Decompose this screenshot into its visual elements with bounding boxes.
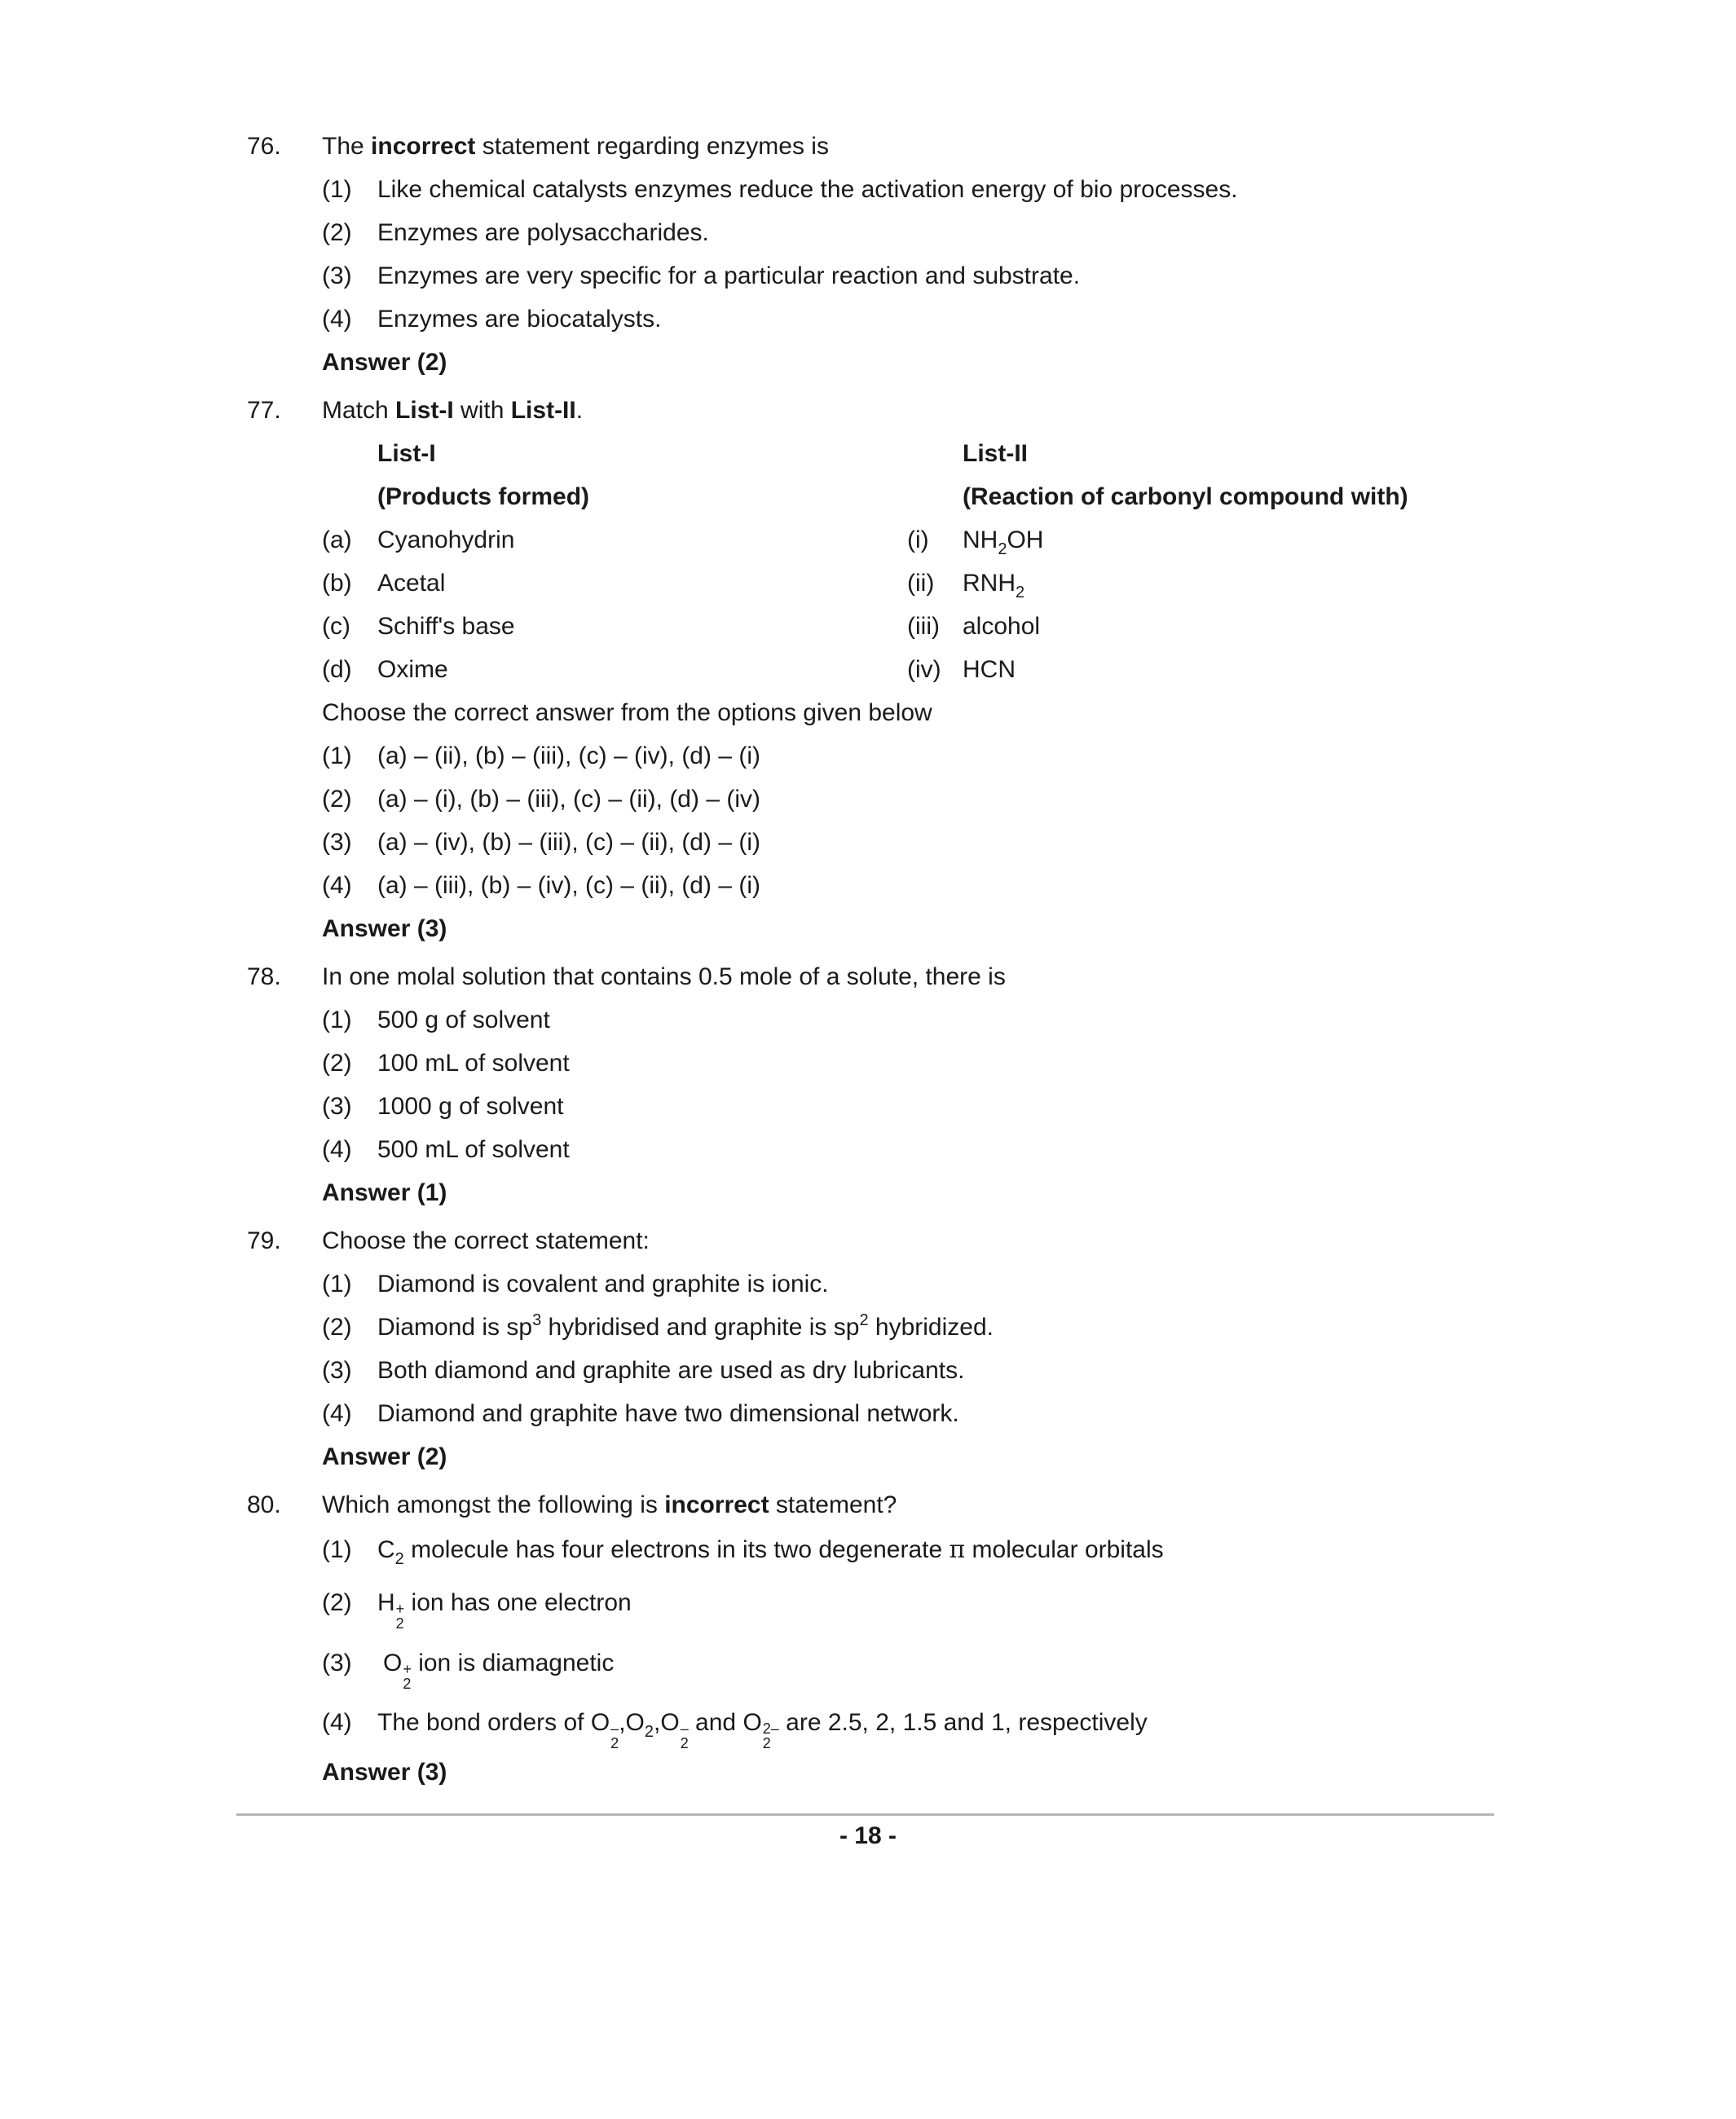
q80-answer: Answer (3) [322, 1759, 447, 1786]
list1-item-a-text: Cyanohydrin [377, 526, 515, 553]
q77-option-1-text: (a) – (ii), (b) – (iii), (c) – (iv), (d) – (i) [377, 742, 760, 769]
list2-item-iv-label: (iv) [907, 656, 941, 683]
q79-number: 79. [247, 1227, 281, 1254]
q80-option-3-text: O + 2 ion is diamagnetic [383, 1650, 615, 1692]
q77-number: 77. [247, 397, 281, 424]
list2-item-i-text: $NH_2OH$ [963, 526, 1044, 558]
list1-heading: List-I [377, 440, 436, 467]
list2-heading: List-II [963, 440, 1028, 467]
footer-divider [236, 1813, 1494, 1816]
list1-subheading: (Products formed) [377, 483, 590, 510]
q78-answer: Answer (1) [322, 1179, 447, 1206]
q79-option-4-number: (4) [322, 1400, 352, 1427]
q77-option-4-text: (a) – (iii), (b) – (iv), (c) – (ii), (d) – (i) [377, 872, 760, 899]
q78-number: 78. [247, 963, 281, 990]
q77-option-1-number: (1) [322, 742, 352, 769]
list2-item-i-label: (i) [907, 526, 929, 553]
q76-option-3-number: (3) [322, 262, 352, 289]
q76-option-2-text: Enzymes are polysaccharides. [377, 219, 709, 246]
list2-item-iii-label: (iii) [907, 613, 940, 640]
q79-option-4-text: Diamond and graphite have two dimensional network. [377, 1400, 959, 1427]
list1-item-d-label: (d) [322, 656, 352, 683]
q76-stem: The incorrect statement regarding enzymes is [322, 133, 829, 160]
o2-2minus-ion: O 2– 2 [742, 1709, 779, 1751]
q79-answer: Answer (2) [322, 1443, 447, 1470]
q77-option-2-number: (2) [322, 786, 352, 813]
q77-instruction: Choose the correct answer from the options given below [322, 699, 932, 726]
q80-option-2-text: H + 2 ion has one electron [377, 1589, 632, 1632]
list2-item-iv-text: HCN [963, 656, 1016, 683]
q78-option-2-number: (2) [322, 1050, 352, 1077]
q78-stem: In one molal solution that contains 0.5 mole of a solute, there is [322, 963, 1006, 990]
q76-option-1-number: (1) [322, 176, 352, 203]
o2-molecule: O 2 [625, 1709, 654, 1741]
q77-stem: Match List-I with List-II. [322, 397, 584, 424]
q80-option-3-number: (3) [322, 1650, 352, 1676]
q76-option-3-text: Enzymes are very specific for a particular reaction and substrate. [377, 262, 1081, 289]
h2-plus-ion: H + 2 [377, 1589, 405, 1632]
q76-option-1-text: Like chemical catalysts enzymes reduce the activation energy of bio processes. [377, 176, 1238, 203]
list1-item-d-text: Oxime [377, 656, 448, 683]
list1-item-b-text: Acetal [377, 570, 446, 597]
q80-option-1-text: $C_2$ molecule has four electrons in its two degenerate π molecular orbitals [377, 1535, 1164, 1568]
q80-option-4-number: (4) [322, 1709, 352, 1736]
q77-option-3-number: (3) [322, 829, 352, 856]
q78-option-4-text: 500 mL of solvent [377, 1136, 570, 1163]
q76-option-2-number: (2) [322, 219, 352, 246]
q79-option-1-number: (1) [322, 1271, 352, 1297]
q79-option-3-number: (3) [322, 1357, 352, 1384]
q80-option-2-number: (2) [322, 1589, 352, 1616]
page-number: - 18 - [839, 1822, 897, 1849]
q79-option-1-text: Diamond is covalent and graphite is ionic. [377, 1271, 829, 1297]
q78-option-2-text: 100 mL of solvent [377, 1050, 570, 1077]
q77-answer: Answer (3) [322, 915, 447, 942]
o2-plus-ion: O + 2 [383, 1650, 412, 1692]
list2-subheading: (Reaction of carbonyl compound with) [963, 483, 1408, 510]
q80-option-4-text: The bond orders of O – 2 , O 2 , O – 2 and O 2– 2 are 2.5, 2, 1.5 and 1, respectively [377, 1709, 1148, 1751]
list1-item-c-label: (c) [322, 613, 350, 640]
q79-option-3-text: Both diamond and graphite are used as dry lubricants. [377, 1357, 965, 1384]
q76-option-4-text: Enzymes are biocatalysts. [377, 306, 662, 333]
q78-option-3-number: (3) [322, 1093, 352, 1120]
q77-option-2-text: (a) – (i), (b) – (iii), (c) – (ii), (d) – (iv) [377, 786, 760, 813]
o2-minus-ion: O – 2 [590, 1709, 619, 1751]
q80-number: 80. [247, 1491, 281, 1518]
list1-item-a-label: (a) [322, 526, 352, 553]
q79-option-2-number: (2) [322, 1314, 352, 1341]
q80-option-1-number: (1) [322, 1536, 352, 1563]
o2-minus-ion-second: O – 2 [660, 1709, 689, 1751]
q78-option-1-number: (1) [322, 1007, 352, 1033]
q79-option-2-text: Diamond is $sp^3$ hybridised and graphite is $sp^2$ hybridized. [377, 1311, 994, 1341]
q77-option-3-text: (a) – (iv), (b) – (iii), (c) – (ii), (d) – (i) [377, 829, 760, 856]
q80-stem: Which amongst the following is incorrect statement? [322, 1491, 897, 1518]
q76-option-4-number: (4) [322, 306, 352, 333]
list1-item-c-text: Schiff's base [377, 613, 515, 640]
list2-item-ii-text: $RNH_2$ [963, 570, 1025, 601]
q78-option-1-text: 500 g of solvent [377, 1007, 550, 1033]
q78-option-4-number: (4) [322, 1136, 352, 1163]
list1-item-b-label: (b) [322, 570, 352, 597]
q76-number: 76. [247, 133, 281, 160]
list2-item-iii-text: alcohol [963, 613, 1041, 640]
q76-answer: Answer (2) [322, 349, 447, 376]
list2-item-ii-label: (ii) [907, 570, 935, 597]
q77-option-4-number: (4) [322, 872, 352, 899]
q79-stem: Choose the correct statement: [322, 1227, 650, 1254]
q78-option-3-text: 1000 g of solvent [377, 1093, 564, 1120]
